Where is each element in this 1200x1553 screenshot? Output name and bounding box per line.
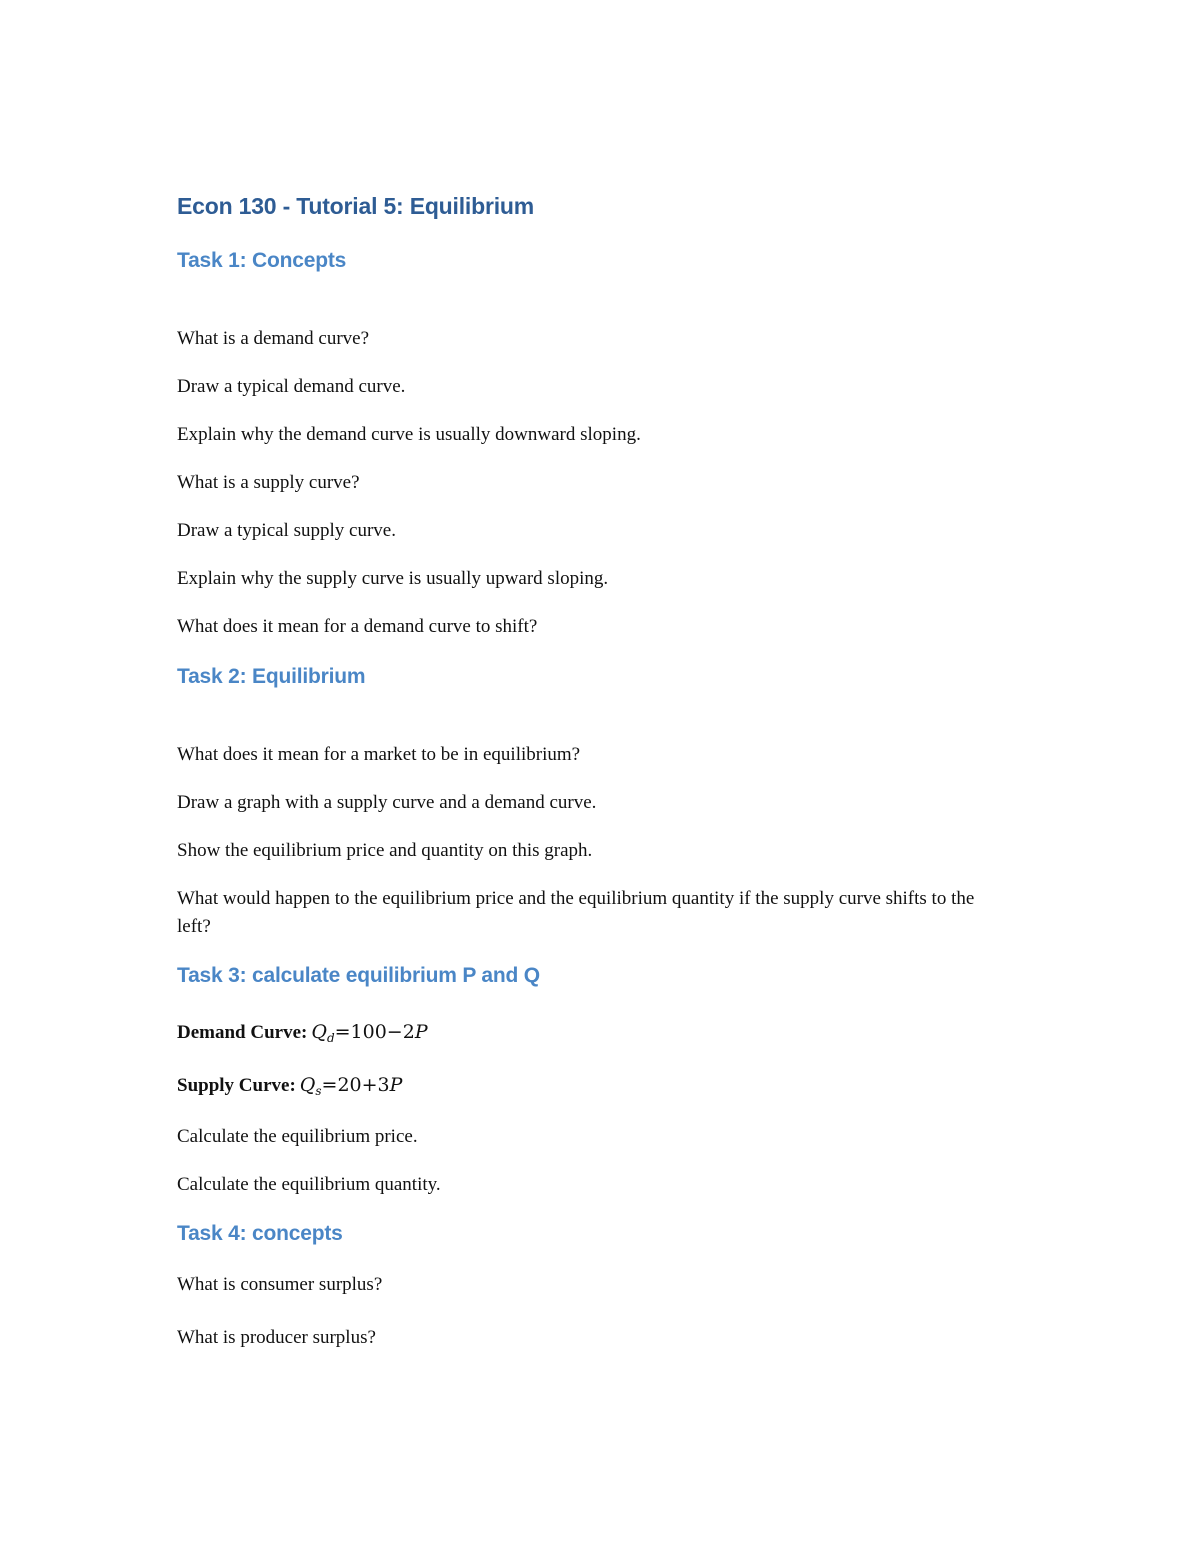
task1-heading: Task 1: Concepts xyxy=(177,249,347,272)
task3-question-1: Calculate the equilibrium price. xyxy=(177,1126,418,1147)
task3-heading: Task 3: calculate equilibrium P and Q xyxy=(177,964,540,987)
supply-q-subscript: s xyxy=(315,1084,322,1098)
task1-question-2: Draw a typical demand curve. xyxy=(177,376,406,397)
document-body xyxy=(177,190,1007,1352)
task2-question-4: What would happen to the equilibrium price and the equilibrium quantity if the supply curve shifts to the left? xyxy=(177,888,975,937)
supply-curve-equation xyxy=(300,1074,403,1096)
task4-question-2: What is producer surplus? xyxy=(177,1327,376,1348)
task1-question-6: Explain why the supply curve is usually upward sloping. xyxy=(177,568,609,589)
task1-question-5: Draw a typical supply curve. xyxy=(177,520,396,541)
demand-curve-equation xyxy=(311,1021,427,1043)
demand-q-symbol: Q xyxy=(311,1021,327,1043)
task2-question-2: Draw a graph with a supply curve and a demand curve. xyxy=(177,792,597,813)
supply-price-symbol: P xyxy=(389,1074,403,1096)
task1-question-1: What is a demand curve? xyxy=(177,328,370,349)
supply-curve-label: Supply Curve: xyxy=(177,1075,296,1096)
demand-rhs: =100−2 xyxy=(334,1021,415,1043)
task4-question-1: What is consumer surplus? xyxy=(177,1274,383,1295)
demand-q-subscript: d xyxy=(326,1031,335,1045)
supply-curve-formula xyxy=(177,1070,1007,1106)
task1-question-4: What is a supply curve? xyxy=(177,472,360,493)
task2-heading: Task 2: Equilibrium xyxy=(177,665,366,688)
task2-question-3: Show the equilibrium price and quantity on this graph. xyxy=(177,840,593,861)
demand-curve-formula xyxy=(177,1017,1007,1053)
task2-question-1: What does it mean for a market to be in equilibrium? xyxy=(177,744,581,765)
demand-price-symbol: P xyxy=(414,1021,428,1043)
supply-rhs: =20+3 xyxy=(321,1074,390,1096)
demand-curve-label: Demand Curve: xyxy=(177,1022,308,1043)
task4-heading: Task 4: concepts xyxy=(177,1222,343,1245)
document-title: Econ 130 - Tutorial 5: Equilibrium xyxy=(177,193,534,219)
task1-question-7: What does it mean for a demand curve to shift? xyxy=(177,616,538,637)
supply-q-symbol: Q xyxy=(299,1074,316,1096)
task1-question-3: Explain why the demand curve is usually downward sloping. xyxy=(177,424,641,445)
task3-question-2: Calculate the equilibrium quantity. xyxy=(177,1174,441,1195)
